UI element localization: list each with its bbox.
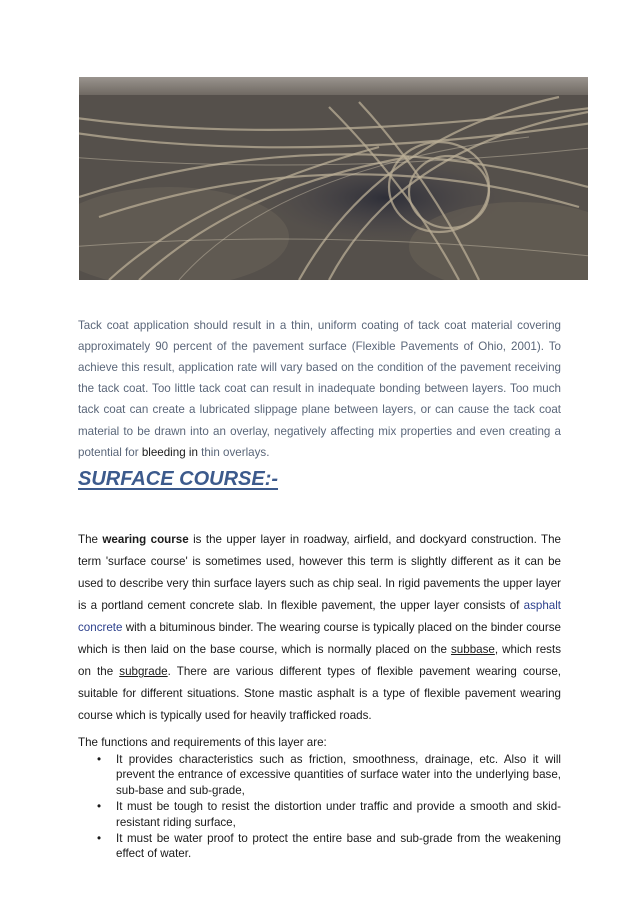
list-item-text: It provides characteristics such as friction, smoothness, drainage, etc. Also it will prevent the entrance of excessive quantities of surface water into the underlying base, sub-base and sub-grade, [116, 753, 561, 797]
subgrade-link[interactable]: subgrade [119, 665, 168, 679]
p2-t3: . In [378, 576, 399, 590]
list-item [78, 831, 561, 862]
bleeding-in-link[interactable]: bleeding in [141, 445, 198, 459]
bullet-icon: • [97, 800, 102, 814]
base-link[interactable]: base [210, 643, 236, 657]
p2-t10: . There are various different types of flexible pavement wearing course, suitable for different situations. [78, 665, 561, 701]
tack-coat-paragraph [78, 315, 561, 463]
p2-t2: is the upper layer in roadway, airfield, and dockyard construction. The term 'surface course' is sometimes used, however this term is slightly different as it can be used to describe very thin surface layers such as [78, 532, 561, 590]
p2-t9: , which rests on the [78, 643, 561, 679]
list-item-text: It must be water proof to protect the entire base and sub-grade from the weakening effect of water. [116, 832, 561, 861]
bituminous-link[interactable]: bituminous [159, 620, 216, 634]
pavement-photo [79, 77, 588, 280]
p2-t7: binder. The wearing course is typically placed on the binder course which is then laid on the [78, 620, 561, 657]
para1-text-a: Tack coat application should result in a thin, uniform coating of tack coat material covering approximately 90 percent of the pavement surface (Flexible Pavements of Ohio, 2001). To achieve this result, application rate will vary based on the condition of the pavement receiving the tack coat. Too little tack coat can result in inadequate bonding between layers. Too much tack coat can create a lubricated slippage plane between layers, or can cause the tack coat material to be drawn into an overlay, negatively affecting mix properties and even creating a potential for [78, 318, 561, 459]
wearing-course-term: wearing course [102, 532, 189, 546]
rigid-pavements-link[interactable]: rigid pavements [398, 576, 481, 590]
tire-tracks-image [79, 77, 588, 280]
surface-course-heading: SURFACE COURSE:- [78, 468, 279, 490]
p2-t11: is a type of flexible pavement wearing course which is typically used for heavily trafficked roads. [78, 687, 561, 723]
bullet-icon: • [97, 832, 102, 846]
p2-t6: with a [122, 620, 160, 634]
chip-seal-link[interactable]: chip seal [332, 576, 379, 590]
asphalt-concrete-link[interactable]: asphalt concrete [78, 598, 562, 634]
list-item [78, 752, 561, 798]
subbase-link[interactable]: subbase [451, 643, 495, 657]
wearing-course-paragraph [78, 529, 561, 728]
portland-cement-link[interactable]: portland cement concrete [101, 598, 235, 612]
p2-t1: The [78, 532, 103, 546]
list-item-text: It must be tough to resist the distortion under traffic and provide a smooth and skid-resistant riding surface, [116, 800, 561, 829]
list-item [78, 799, 561, 830]
stone-mastic-asphalt-link[interactable]: Stone mastic asphalt [243, 687, 355, 701]
functions-list [78, 752, 561, 862]
p2-t8: course, which is normally placed on the [235, 643, 451, 657]
para1-text-b: thin overlays. [197, 445, 270, 459]
p2-t4: the upper layer is a [78, 576, 561, 612]
bullet-icon: • [97, 753, 102, 766]
p2-t5: slab. In flexible pavement, the upper layer consists of [234, 598, 524, 612]
functions-intro: The functions and requirements of this layer are: [78, 735, 327, 749]
